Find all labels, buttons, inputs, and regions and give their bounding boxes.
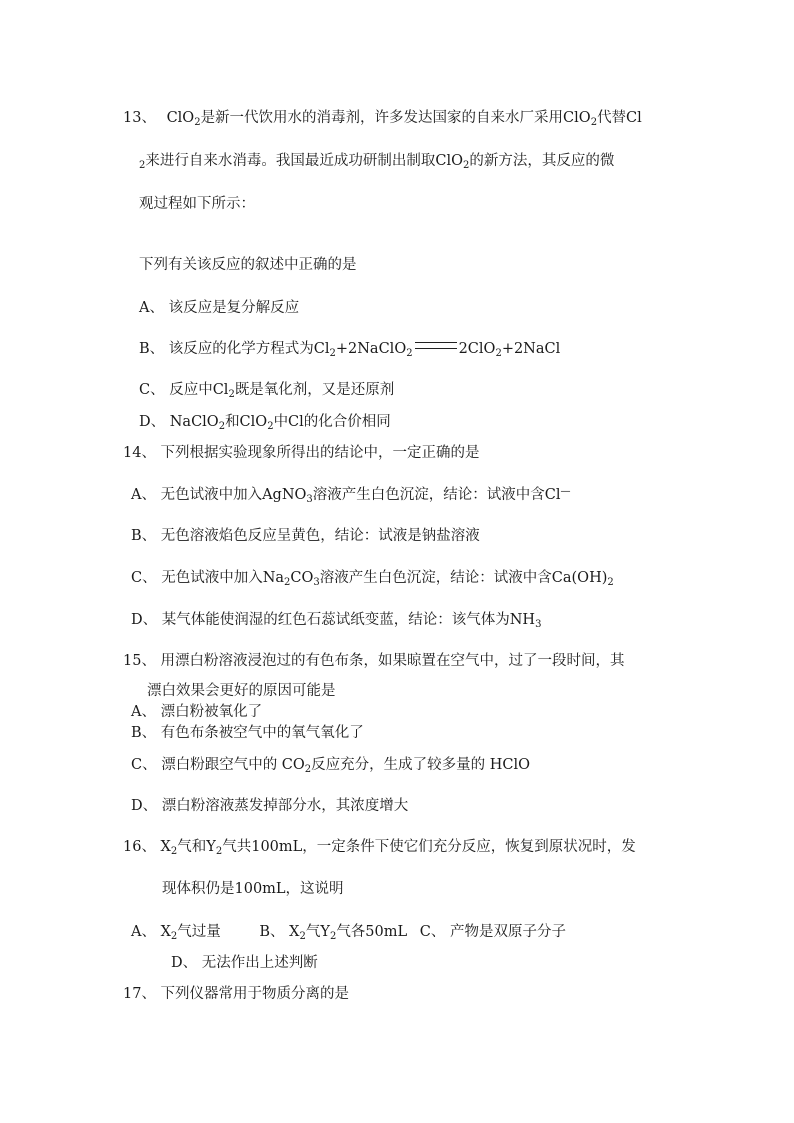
q16-title-cont: 现体积仍是100mL，这说明 (162, 881, 344, 897)
q17-title: 17、 下列仪器常用于物质分离的是 (123, 986, 350, 1002)
q15-option-a: A、 漂白粉被氧化了 (131, 704, 263, 720)
q16-option-a: A、 $X_2$气过量 (131, 924, 221, 942)
q13-option-c: C、 反应中$Cl_2$既是氧化剂，又是还原剂 (139, 382, 395, 400)
q13-line3: 观过程如下所示： (139, 196, 255, 212)
q16-option-b: B、 $X_2$气$Y_2$气各50mL (259, 924, 408, 942)
q16-options-row (131, 922, 566, 942)
q15-option-c: C、 漂白粉跟空气中的 $CO_2$反应充分，生成了较多量的 HClO (131, 757, 531, 775)
q14-option-d: D、 某气体能使润湿的红色石蕊试纸变蓝，结论：该气体为$NH_3$ (131, 612, 542, 630)
q15-option-b: B、 有色布条被空气中的氧气氧化了 (131, 725, 364, 741)
q14-option-b: B、 无色溶液焰色反应呈黄色，结论：试液是钠盐溶液 (131, 528, 480, 544)
q14-title: 14、 下列根据实验现象所得出的结论中，一定正确的是 (123, 445, 480, 461)
q13-option-d: D、 NaClO$_2$和ClO$_2$中Cl的化合价相同 (139, 414, 391, 432)
q13-stem: 下列有关该反应的叙述中正确的是 (139, 257, 357, 273)
q15-title-cont: 漂白效果会更好的原因可能是 (147, 683, 336, 699)
q13-number: 13、 (123, 110, 156, 126)
q13-option-b: B、 该反应的化学方程式为$Cl_2+2NaClO_2$ 2ClO$_2$+2NaCl (139, 341, 561, 359)
q13-text: ClO$_2$是新一代饮用水的消毒剂，许多发达国家的自来水厂采用ClO$_2$代替Cl (166, 110, 642, 128)
q16-title: 16、 $X_2$气和$Y_2$气共100mL，一定条件下使它们充分反应，恢复到原状况时，发 (123, 839, 636, 857)
q13-line2: $_2$来进行自来水消毒。我国最近成功研制出制取ClO$_2$的新方法，其反应的微 (139, 153, 615, 171)
q14-option-c: C、 无色试液中加入$Na_2CO_3$溶液产生白色沉淀，结论：试液中含$Ca(OH)_2$ (131, 570, 614, 588)
q15-title: 15、 用漂白粉溶液浸泡过的有色布条，如果晾置在空气中，过了一段时间，其 (123, 653, 625, 669)
q14-option-a: A、 无色试液中加入AgNO$_3$溶液产生白色沉淀，结论：试液中含Cl— (131, 486, 571, 505)
q16-option-c: C、 产物是双原子分子 (419, 924, 566, 940)
q15-option-d: D、 漂白粉溶液蒸发掉部分水，其浓度增大 (131, 798, 409, 814)
q13-option-a: A、 该反应是复分解反应 (139, 300, 300, 316)
equation-equals-sign (415, 342, 457, 349)
q13-line1 (123, 108, 642, 128)
q16-option-d: D、 无法作出上述判断 (171, 955, 318, 971)
